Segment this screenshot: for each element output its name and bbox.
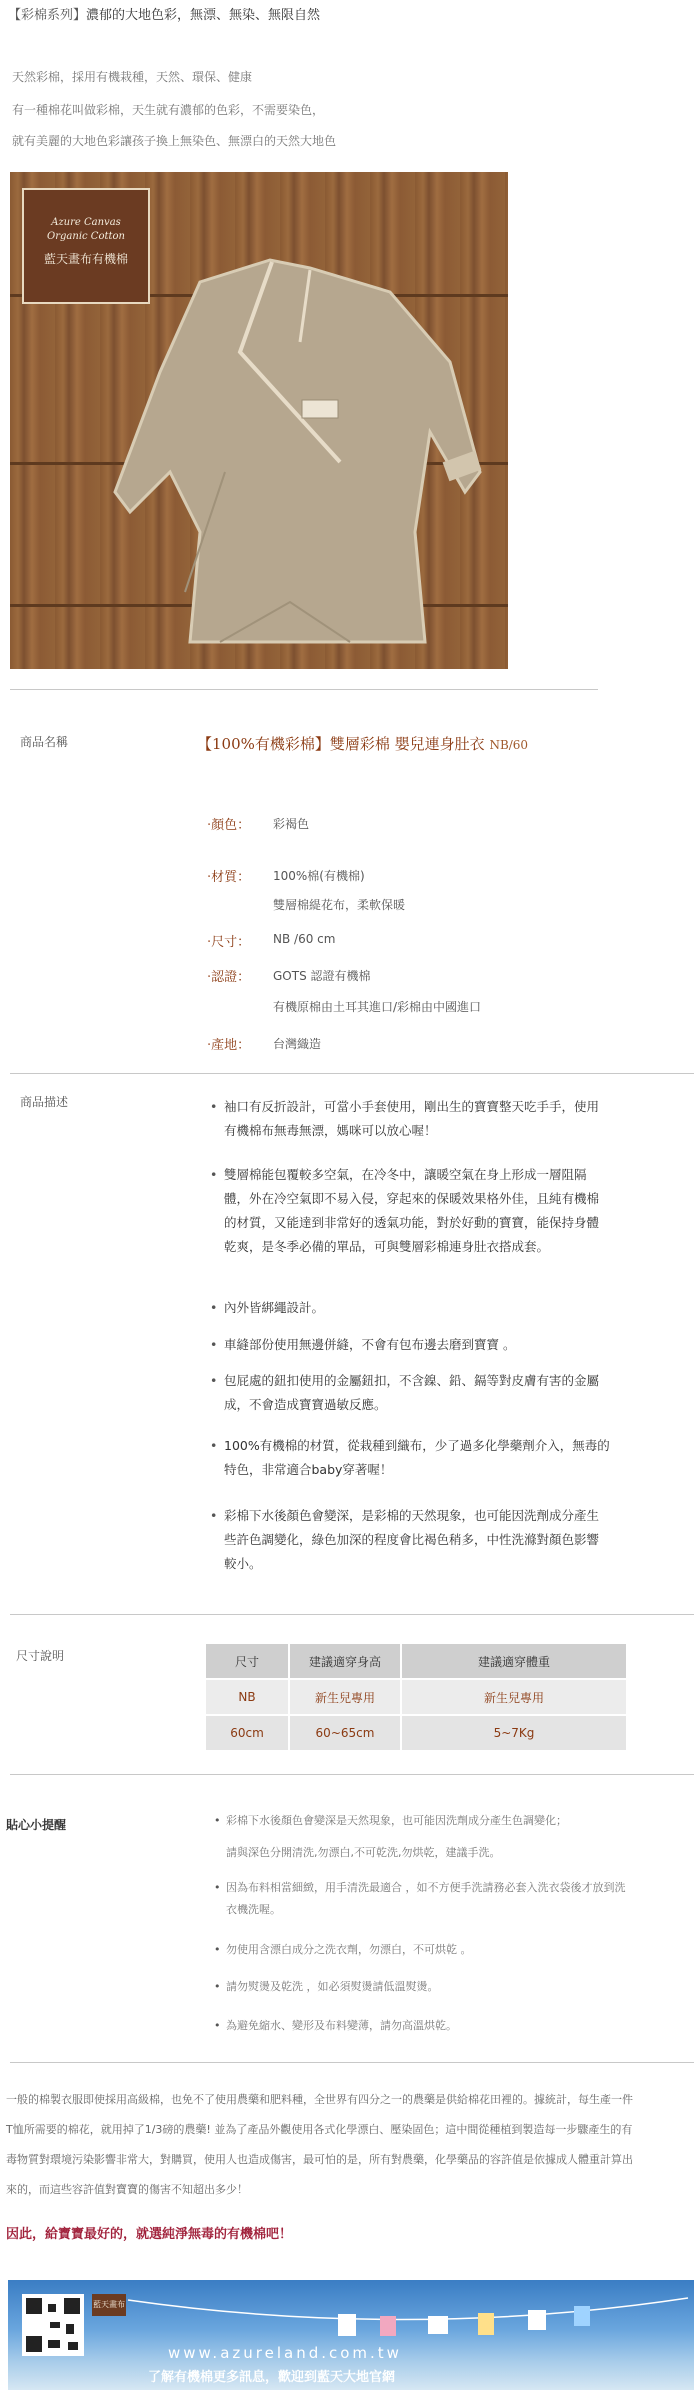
description-item: • 彩棉下水後顏色會變深，是彩棉的天然現象，也可能因洗劑成分產生 些許色調變化，綠色加深的程度會比褐色稍多，中性洗滌對顏色影響 較小。 (210, 1508, 600, 1571)
weight-header: 建議適穿體重 (401, 1644, 627, 1679)
divider (10, 1774, 694, 1775)
tip-item: • 勿使用含漂白成分之洗衣劑，勿漂白，不可烘乾 。 (214, 1943, 472, 1956)
footer-brand-logo: 藍天畫布 (92, 2294, 126, 2316)
intro-line-2: 有一種棉花叫做彩棉，天生就有濃郁的色彩，不需要染色， (12, 103, 325, 117)
table-cell: NB (206, 1679, 289, 1715)
table-row (206, 1679, 627, 1715)
table-cell: 60~65cm (289, 1715, 401, 1751)
product-name-label: 商品名稱 (20, 735, 69, 749)
spec-value-cert-2: 有機原棉由土耳其進口/彩棉由中國進口 (273, 1000, 482, 1014)
divider (10, 2062, 694, 2063)
description-item: • 車縫部份使用無邊併縫，不會有包布邊去磨到寶寶 。 (210, 1337, 516, 1352)
spec-key-material: ‧材質： (207, 870, 251, 885)
spec-key-origin: ‧產地： (207, 1038, 251, 1053)
intro-line-1: 天然彩棉，採用有機栽種，天然、環保、健康 (12, 70, 253, 84)
description-item: • 100%有機棉的材質，從栽種到織布，少了過多化學藥劑介入，無毒的 特色，非常適合baby穿著喔！ (210, 1438, 610, 1477)
spec-key-size: ‧尺寸： (207, 935, 251, 950)
logo-en-line-1: Azure Canvas (51, 217, 121, 228)
table-cell: 新生兒專用 (401, 1679, 627, 1715)
series-tag: 【彩棉系列】 (8, 8, 87, 23)
logo-cn: 藍天畫布有機棉 (43, 252, 128, 266)
closing-statement: 因此，給寶寶最好的，就選純淨無毒的有機棉吧！ (6, 2227, 293, 2242)
spec-key-cert: ‧認證： (207, 970, 251, 985)
footer-slogan[interactable]: 了解有機棉更多訊息，歡迎到藍天大地官網 (148, 2370, 396, 2385)
tips-label: 貼心小提醒 (6, 1818, 67, 1832)
product-photo (10, 172, 508, 669)
table-cell: 新生兒專用 (289, 1679, 401, 1715)
clothesline-icon (8, 2280, 694, 2340)
divider (10, 689, 598, 690)
table-cell: 60cm (206, 1715, 289, 1751)
description-item: • 包屁處的鈕扣使用的金屬鈕扣，不含鎳、鉛、鎘等對皮膚有害的金屬 成，不會造成寶寶過敏反應。 (210, 1373, 600, 1412)
logo-en-line-2: Organic Cotton (47, 231, 125, 242)
height-header: 建議適穿身高 (289, 1644, 401, 1679)
description-item: • 袖口有反折設計，可當小手套使用，剛出生的寶寶整天吃手手，使用 有機棉布無毒無漂，媽咪可以放心喔！ (210, 1099, 600, 1138)
bodysuit-illustration (10, 172, 508, 669)
tip-item: • 為避免縮水、變形及布料變薄，請勿高溫烘乾。 (214, 2019, 457, 2032)
spec-value-material-2: 雙層棉緹花布，柔軟保暖 (273, 898, 406, 912)
size-table-header (206, 1644, 627, 1679)
description-item: • 雙層棉能包覆較多空氣，在冷冬中，讓暖空氣在身上形成一層阻隔 體，外在冷空氣即不易入侵，穿起來的保暖效果格外佳，且純有機棉 的材質，又能達到非常好的透氣功能，對於好動的寶寶，能保持身體 乾爽，是冬季必備的單品，可與雙層彩棉連身肚衣搭成套。 (210, 1167, 600, 1254)
intro-line-3: 就有美麗的大地色彩讓孩子換上無染色、無漂白的天然大地色 (12, 134, 337, 148)
page-heading (8, 4, 320, 23)
description-item: • 內外皆綁繩設計。 (210, 1300, 325, 1315)
tip-item: • 彩棉下水後顏色會變深是天然現象，也可能因洗劑成分產生色調變化； 請與深色分開清洗,勿漂白,不可乾洗,勿烘乾，建議手洗。 (214, 1814, 567, 1859)
spec-value-color: 彩褐色 (273, 817, 310, 831)
size-header: 尺寸 (206, 1644, 289, 1679)
product-size: NB/60 (489, 738, 529, 752)
size-table (206, 1644, 628, 1752)
spec-key-color: ‧顏色： (207, 818, 251, 833)
product-name (197, 733, 528, 754)
info-paragraph: 一般的棉製衣服即使採用高級棉，也免不了使用農藥和肥料種，全世界有四分之一的農藥是供給棉花田裡的。據統計，每生產一件 T恤所需要的棉花，就用掉了1/3磅的農藥! 並為了產品外觀使用各式化學漂白、壓染固色；這中間從種植到製造每一步驟產生的有 毒物質對環境污染影響非常大，對購買，使用人也造成傷害，最可怕的是，所有對農藥，化學藥品的容許值是依據成人體重計算出 來的，而這些容許值對寶寶的傷害不知超出多少！ (6, 2093, 633, 2196)
website-link[interactable]: www.azureland.com.tw (168, 2344, 402, 2362)
description-label: 商品描述 (20, 1095, 69, 1109)
divider (10, 1073, 694, 1074)
tip-item: • 請勿熨燙及乾洗 ，如必須熨燙請低溫熨燙。 (214, 1980, 439, 1993)
series-title: 濃郁的大地色彩，無漂、無染、無限自然 (86, 8, 321, 23)
footer-banner[interactable] (8, 2280, 694, 2390)
table-cell: 5~7Kg (401, 1715, 627, 1751)
spec-value-origin: 台灣織造 (273, 1037, 322, 1051)
product-title: 【100%有機彩棉】雙層彩棉 嬰兒連身肚衣 (197, 735, 485, 753)
tip-item: • 因為布料相當細緻，用手清洗最適合 ，如不方便手洗請務必套入洗衣袋後才放到洗 衣機洗喔。 (214, 1881, 626, 1916)
spec-value-material-1: 100%棉(有機棉) (273, 869, 365, 883)
divider (10, 1614, 694, 1615)
table-row (206, 1715, 627, 1751)
size-chart-label: 尺寸說明 (16, 1649, 65, 1663)
spec-value-cert-1: GOTS 認證有機棉 (273, 969, 371, 983)
spec-value-size: NB /60 cm (273, 932, 336, 946)
